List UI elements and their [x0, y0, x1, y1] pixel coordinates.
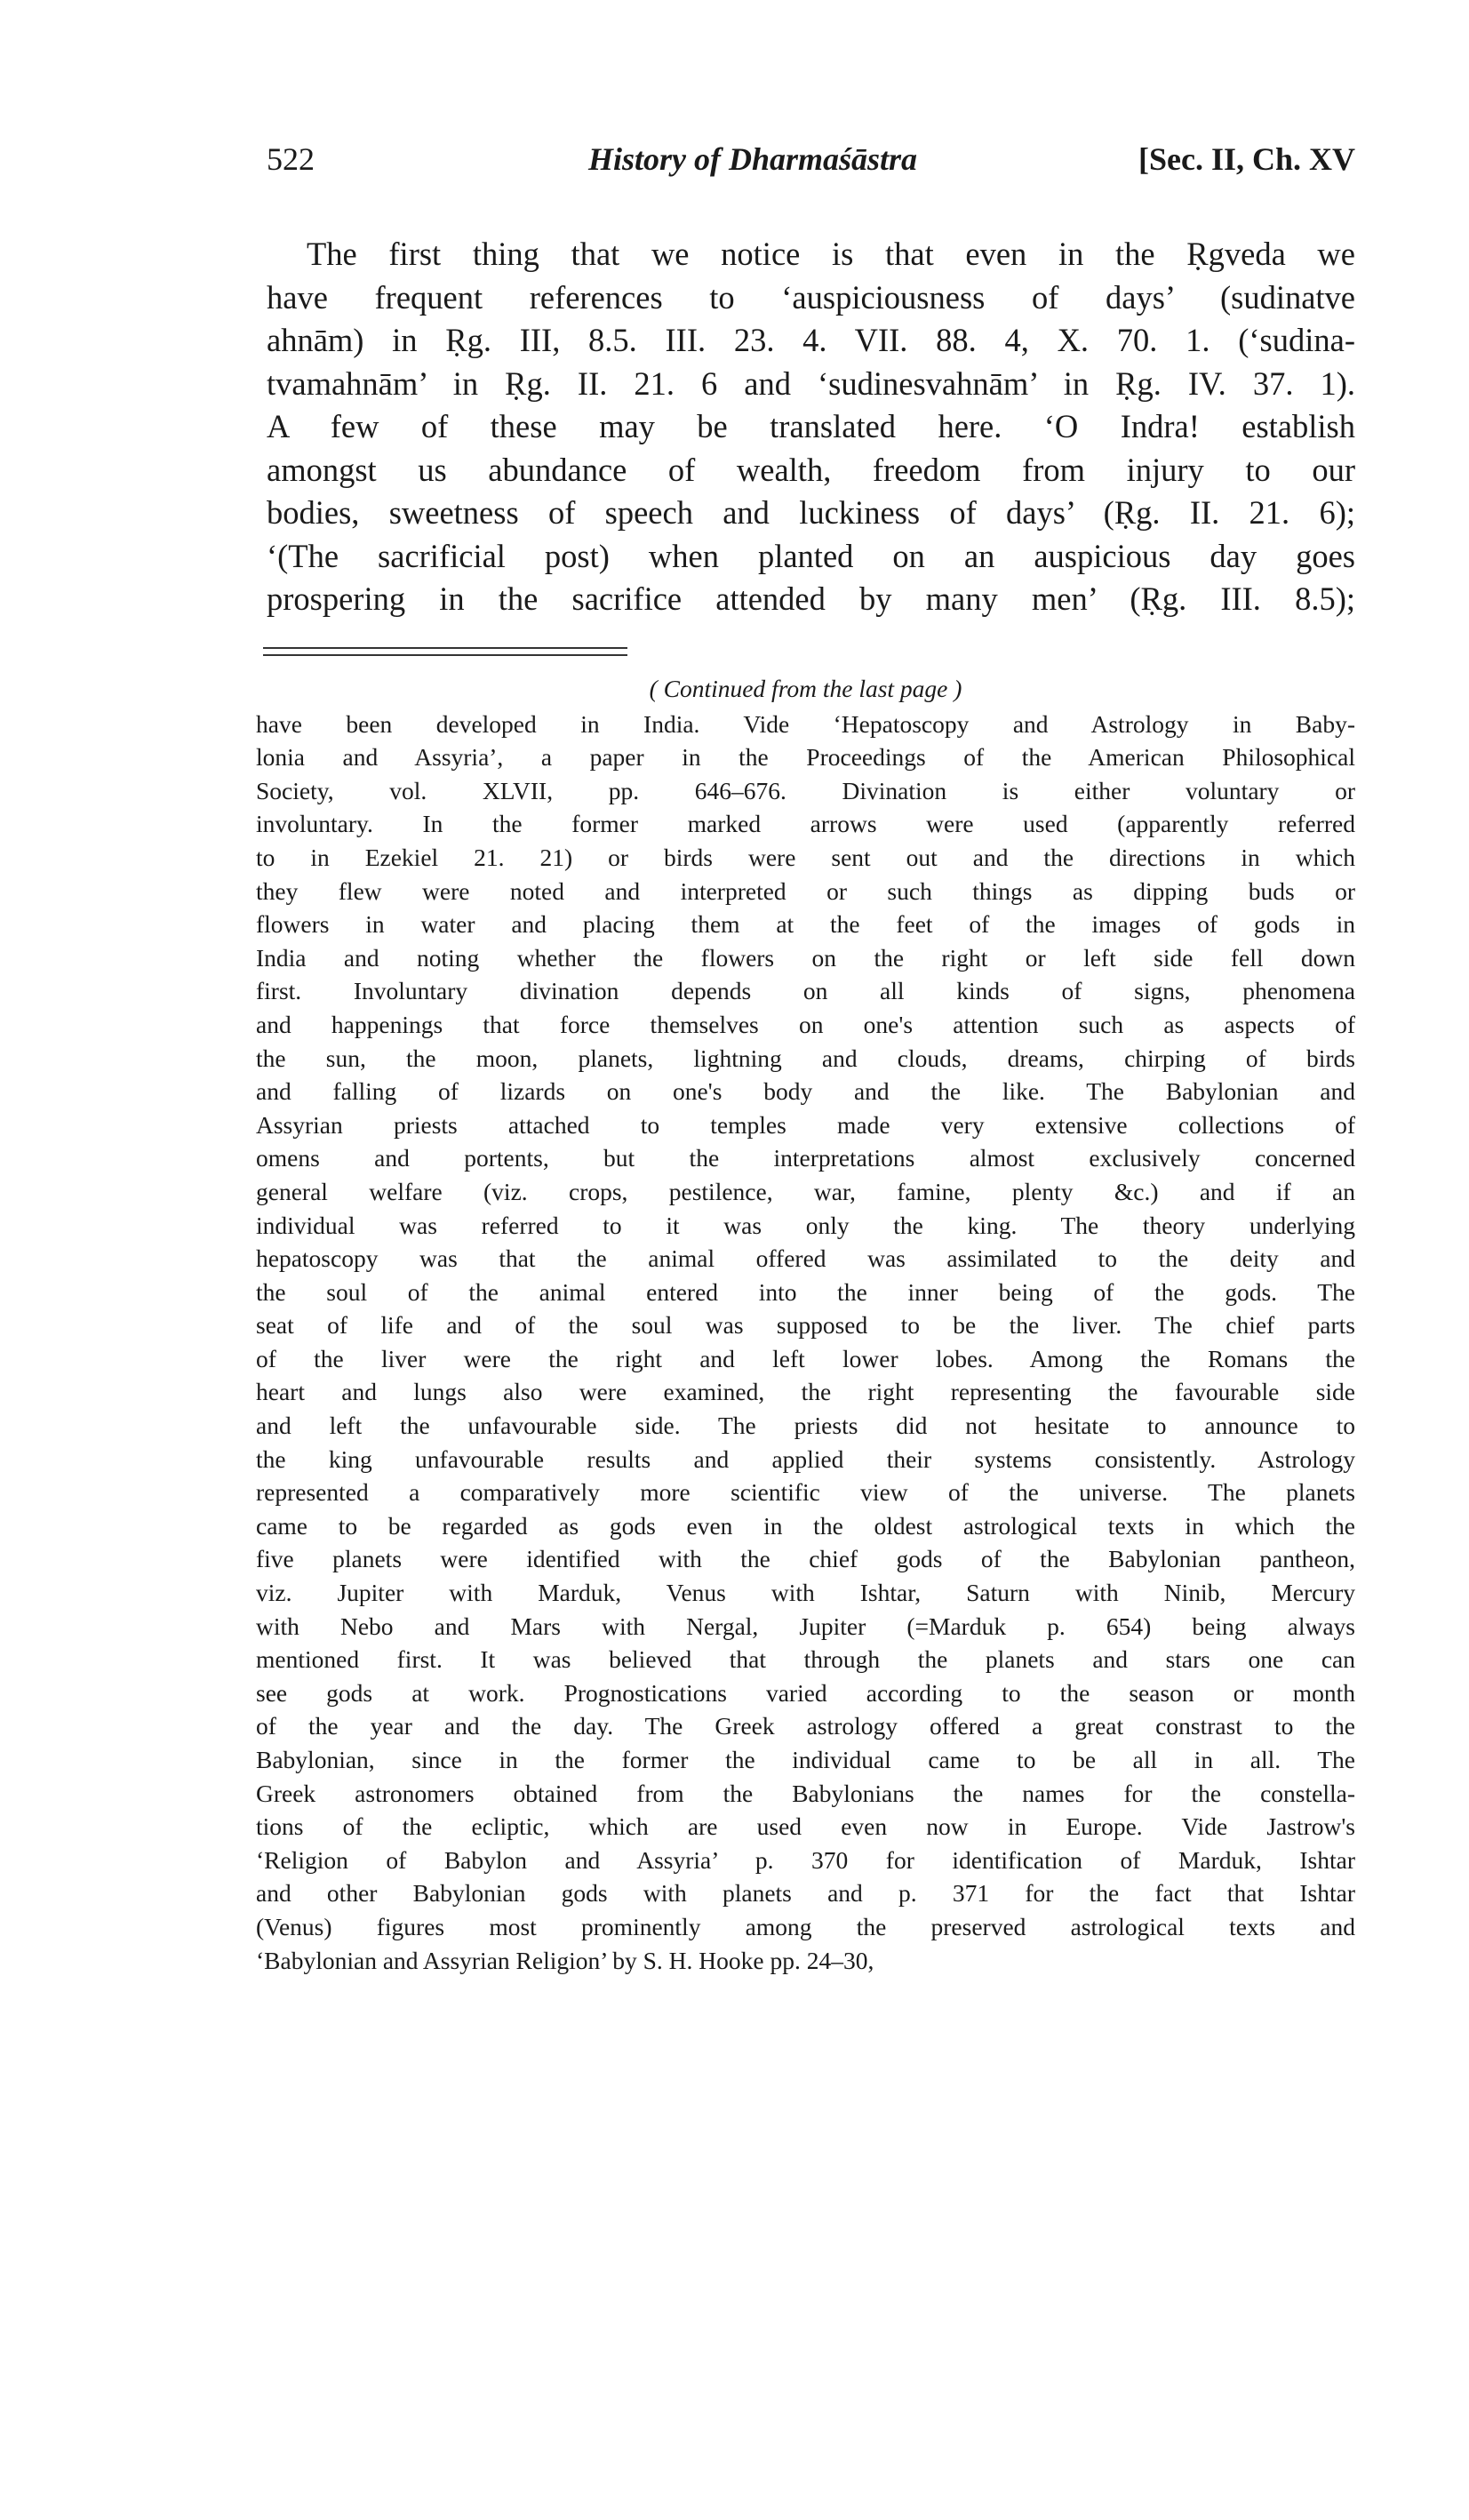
footnote-line: five planets were identified with the chief gods of the Babylonian pantheon,	[256, 1545, 1355, 1573]
footnote-line: ‘Religion of Babylon and Assyria’ p. 370 for identification of Marduk, Ishtar	[256, 1845, 1355, 1874]
main-text-line: have frequent references to ‘auspiciousness of days’ (sudinatve	[267, 278, 1355, 316]
footnote-line: ‘Babylonian and Assyrian Religion’ by S. H. Hooke pp. 24–30,	[256, 1946, 874, 1974]
footnote-line: omens and portents, but the interpretations almost exclusively concerned	[256, 1144, 1355, 1172]
footnote-line: viz. Jupiter with Marduk, Venus with Ishtar, Saturn with Ninib, Mercury	[256, 1579, 1355, 1607]
footnote-line: and left the unfavourable side. The priests did not hesitate to announce to	[256, 1412, 1355, 1440]
footnote-line: first. Involuntary divination depends on all kinds of signs, phenomena	[256, 977, 1355, 1005]
footnote-line: of the year and the day. The Greek astrology offered a great constrast to the	[256, 1712, 1355, 1740]
page-number: 522	[267, 141, 315, 177]
section-reference: [Sec. II, Ch. XV	[1138, 141, 1355, 177]
main-text-line: ‘(The sacrificial post) when planted on an auspicious day goes	[267, 537, 1355, 574]
footnote-line: flowers in water and placing them at the feet of the images of gods in	[256, 910, 1355, 939]
footnote-separator-rule	[263, 647, 627, 656]
main-text-line: A few of these may be translated here. ‘O Indra! establish	[267, 408, 1355, 444]
footnote-line: with Nebo and Mars with Nergal, Jupiter (=Marduk p. 654) being always	[256, 1612, 1355, 1640]
footnote-line: hepatoscopy was that the animal offered was assimilated to the deity and	[256, 1244, 1355, 1273]
footnote-line: the sun, the moon, planets, lightning and clouds, dreams, chirping of birds	[256, 1044, 1355, 1072]
main-text-line: bodies, sweetness of speech and luckiness of days’ (Ṛg. II. 21. 6);	[267, 494, 1355, 531]
footnote-body	[256, 708, 1355, 1978]
footnote-line: have been developed in India. Vide ‘Hepatoscopy and Astrology in Baby-	[256, 709, 1355, 738]
footnote-line: the soul of the animal entered into the inner being of the gods. The	[256, 1277, 1355, 1306]
footnote-line: individual was referred to it was only the king. The theory underlying	[256, 1211, 1355, 1239]
footnote-line: heart and lungs also were examined, the right representing the favourable side	[256, 1378, 1355, 1406]
footnote-line: general welfare (viz. crops, pestilence, war, famine, plenty &c.) and if an	[256, 1177, 1355, 1205]
main-text-line: prospering in the sacrifice attended by many men’ (Ṛg. III. 8.5);	[267, 580, 1355, 617]
footnote-line: involuntary. In the former marked arrows were used (apparently referred	[256, 810, 1355, 838]
main-text-line: The first thing that we notice is that even in the Ṛgveda we	[307, 236, 1355, 272]
footnote-line: and falling of lizards on one's body and the like. The Babylonian and	[256, 1077, 1355, 1106]
running-title: History of Dharmaśāstra	[588, 141, 918, 177]
footnote-line: to in Ezekiel 21. 21) or birds were sent out and the directions in which	[256, 843, 1355, 871]
footnote-line: the king unfavourable results and applied their systems consistently. Astrology	[256, 1444, 1355, 1473]
footnote-line: represented a comparatively more scientific view of the universe. The planets	[256, 1478, 1355, 1507]
footnote-line: tions of the ecliptic, which are used even now in Europe. Vide Jastrow's	[256, 1812, 1355, 1841]
main-text-line: ahnām) in Ṛg. III, 8.5. III. 23. 4. VII. 88. 4, X. 70. 1. (‘sudina-	[267, 322, 1355, 358]
footnote-line: see gods at work. Prognostications varied according to the season or month	[256, 1678, 1355, 1707]
main-text-line: amongst us abundance of wealth, freedom from injury to our	[267, 451, 1355, 488]
page-header	[267, 140, 1355, 194]
footnote-line: Society, vol. XLVII, pp. 646–676. Divination is either voluntary or	[256, 776, 1355, 804]
footnote-line: lonia and Assyria’, a paper in the Proceedings of the American Philosophical	[256, 743, 1355, 772]
footnote-line: of the liver were the right and left lower lobes. Among the Romans the	[256, 1344, 1355, 1372]
footnote-line: seat of life and of the soul was supposed to be the liver. The chief parts	[256, 1311, 1355, 1340]
main-text-line: tvamahnām’ in Ṛg. II. 21. 6 and ‘sudinesvahnām’ in Ṛg. IV. 37. 1).	[267, 364, 1355, 402]
footnote-line: and happenings that force themselves on one's attention such as aspects of	[256, 1010, 1355, 1038]
footnote-line: Assyrian priests attached to temples made very extensive collections of	[256, 1110, 1355, 1139]
footnote-line: mentioned first. It was believed that through the planets and stars one can	[256, 1645, 1355, 1674]
footnote-line: (Venus) figures most prominently among the preserved astrological texts and	[256, 1912, 1355, 1940]
main-text	[267, 233, 1355, 621]
footnote-line: came to be regarded as gods even in the oldest astrological texts in which the	[256, 1511, 1355, 1540]
footnote-line: Babylonian, since in the former the individual came to be all in all. The	[256, 1746, 1355, 1773]
footnote-continued-note: ( Continued from the last page )	[649, 675, 962, 702]
footnote-line: they flew were noted and interpreted or such things as dipping buds or	[256, 876, 1355, 905]
footnote-line: Greek astronomers obtained from the Babylonians the names for the constella-	[256, 1779, 1355, 1807]
footnote-line: and other Babylonian gods with planets and p. 371 for the fact that Ishtar	[256, 1879, 1355, 1908]
footnote-line: India and noting whether the flowers on the right or left side fell down	[256, 943, 1355, 972]
footnote	[256, 672, 1355, 1977]
